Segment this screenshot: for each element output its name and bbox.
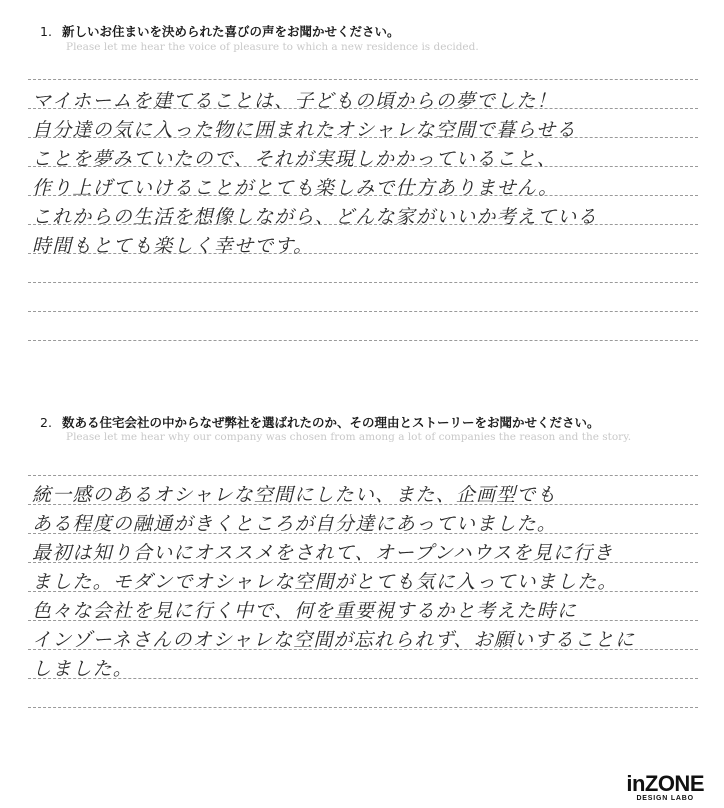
answer-2-line: 統一感のあるオシャレな空間にしたい、また、企画型でも bbox=[32, 485, 557, 506]
answer-1-line: 時間もとても楽しく幸せです。 bbox=[32, 236, 314, 257]
logo-tagline: DESIGN LABO bbox=[636, 795, 694, 802]
question-1-title: 新しいお住まいを決められた喜びの声をお聞かせください。 bbox=[61, 24, 400, 39]
answer-1-line: マイホームを建てることは、子どもの頃からの夢でした！ bbox=[32, 91, 557, 112]
inzone-logo bbox=[626, 773, 704, 802]
question-1-number: 1. bbox=[40, 24, 52, 39]
question-2-subtitle: Please let me hear why our company was chosen from among a lot of companies the reason and the story. bbox=[66, 431, 632, 443]
question-2-heading bbox=[40, 413, 599, 431]
answer-1-line: 作り上げていけることがとても楽しみで仕方ありません。 bbox=[32, 178, 559, 199]
answer-2-line: ました。モダンでオシャレな空間がとても気に入っていました。 bbox=[32, 572, 618, 593]
question-2-title: 数ある住宅会社の中からなぜ弊社を選ばれたのか、その理由とストーリーをお聞かせください。 bbox=[61, 415, 600, 430]
answer-2-line: インゾーネさんのオシャレな空間が忘れられず、お願いすることに bbox=[32, 630, 636, 651]
answer-1-line: これからの生活を想像しながら、どんな家がいいか考えている bbox=[32, 207, 598, 228]
answer-1-line: 自分達の気に入った物に囲まれたオシャレな空間で暮らせる bbox=[32, 120, 577, 141]
question-1-subtitle: Please let me hear the voice of pleasure to which a new residence is decided. bbox=[66, 41, 479, 53]
answer-2-line: ある程度の融通がきくところが自分達にあっていました。 bbox=[32, 514, 558, 535]
answer-2-line: 色々な会社を見に行く中で、何を重要視するかと考えた時に bbox=[32, 601, 578, 622]
logo-brand: inZONE bbox=[626, 771, 704, 796]
answer-2-line: 最初は知り合いにオススメをされて、オープンハウスを見に行き bbox=[32, 543, 614, 564]
answer-2-line: しました。 bbox=[32, 659, 134, 680]
question-2-number: 2. bbox=[40, 415, 52, 430]
answer-1-line: ことを夢みていたので、それが実現しかかっていること、 bbox=[32, 149, 557, 170]
question-1-heading bbox=[40, 22, 399, 40]
